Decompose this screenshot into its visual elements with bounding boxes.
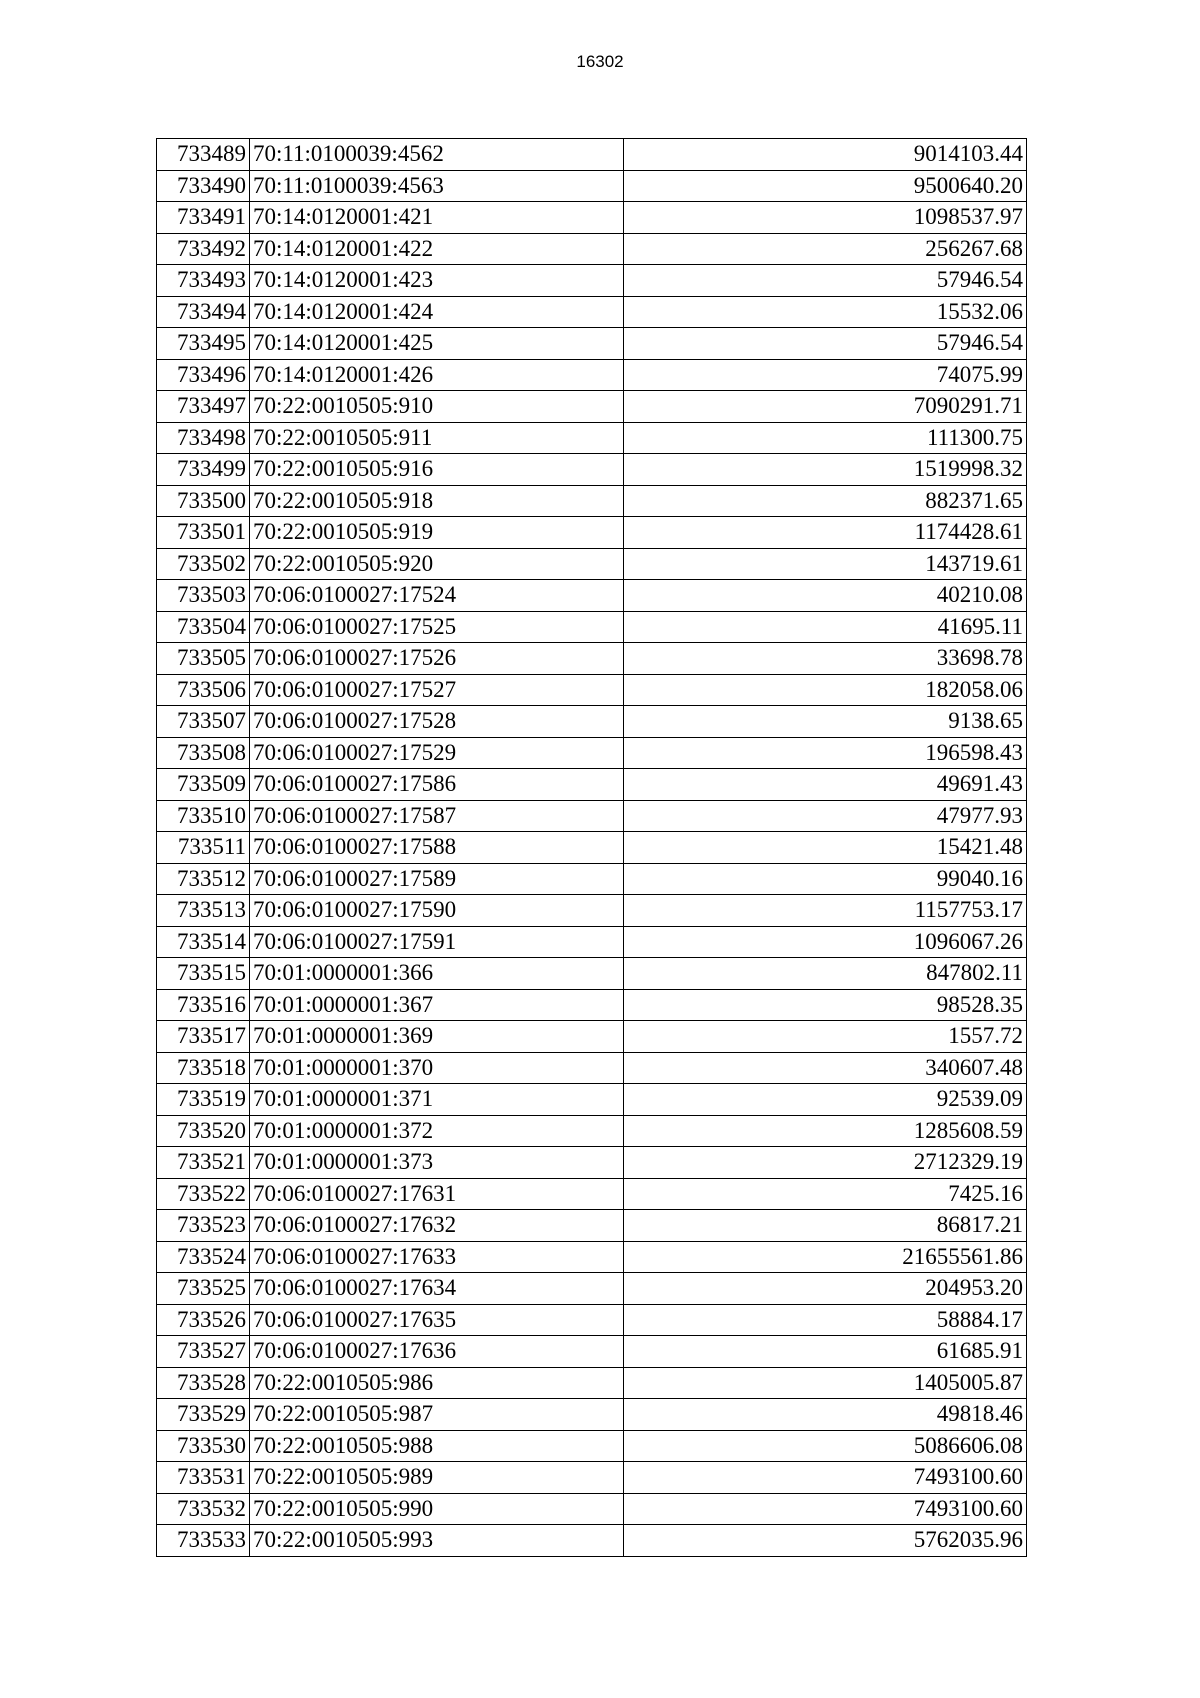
- row-number-cell: 733494: [157, 296, 250, 328]
- row-number-cell: 733492: [157, 233, 250, 265]
- cadastral-value-cell: 99040.16: [624, 863, 1027, 895]
- table-row: [157, 359, 1027, 391]
- table-row: [157, 1304, 1027, 1336]
- row-number-cell: 733501: [157, 517, 250, 549]
- page-number: 16302: [576, 52, 624, 71]
- cadastral-value-cell: 15532.06: [624, 296, 1027, 328]
- cadastral-number-cell: 70:06:0100027:17632: [250, 1210, 624, 1242]
- cadastral-value-cell: 47977.93: [624, 800, 1027, 832]
- row-number-cell: 733517: [157, 1021, 250, 1053]
- cadastral-number-cell: 70:22:0010505:916: [250, 454, 624, 486]
- table-row: [157, 1178, 1027, 1210]
- cadastral-number-cell: 70:14:0120001:421: [250, 202, 624, 234]
- cadastral-number-cell: 70:01:0000001:370: [250, 1052, 624, 1084]
- row-number-cell: 733529: [157, 1399, 250, 1431]
- table-row: [157, 989, 1027, 1021]
- cadastral-value-cell: 340607.48: [624, 1052, 1027, 1084]
- row-number-cell: 733505: [157, 643, 250, 675]
- table-row: [157, 1241, 1027, 1273]
- cadastral-number-cell: 70:06:0100027:17529: [250, 737, 624, 769]
- row-number-cell: 733509: [157, 769, 250, 801]
- cadastral-value-cell: 15421.48: [624, 832, 1027, 864]
- cadastral-number-cell: 70:22:0010505:918: [250, 485, 624, 517]
- table-row: [157, 202, 1027, 234]
- cadastral-value-cell: 1557.72: [624, 1021, 1027, 1053]
- table-row: [157, 1021, 1027, 1053]
- table-row: [157, 265, 1027, 297]
- cadastral-number-cell: 70:14:0120001:423: [250, 265, 624, 297]
- cadastral-value-table: [156, 138, 1027, 1557]
- table-row: [157, 643, 1027, 675]
- row-number-cell: 733490: [157, 170, 250, 202]
- row-number-cell: 733502: [157, 548, 250, 580]
- cadastral-value-cell: 58884.17: [624, 1304, 1027, 1336]
- table-row: [157, 485, 1027, 517]
- cadastral-value-cell: 196598.43: [624, 737, 1027, 769]
- table-row: [157, 737, 1027, 769]
- cadastral-number-cell: 70:22:0010505:993: [250, 1525, 624, 1557]
- row-number-cell: 733526: [157, 1304, 250, 1336]
- row-number-cell: 733506: [157, 674, 250, 706]
- cadastral-number-cell: 70:06:0100027:17589: [250, 863, 624, 895]
- cadastral-value-cell: 1157753.17: [624, 895, 1027, 927]
- cadastral-number-cell: 70:01:0000001:371: [250, 1084, 624, 1116]
- row-number-cell: 733498: [157, 422, 250, 454]
- table-row: [157, 391, 1027, 423]
- table-row: [157, 832, 1027, 864]
- cadastral-number-cell: 70:01:0000001:366: [250, 958, 624, 990]
- row-number-cell: 733522: [157, 1178, 250, 1210]
- cadastral-number-cell: 70:06:0100027:17634: [250, 1273, 624, 1305]
- row-number-cell: 733518: [157, 1052, 250, 1084]
- cadastral-value-cell: 21655561.86: [624, 1241, 1027, 1273]
- cadastral-value-cell: 9500640.20: [624, 170, 1027, 202]
- row-number-cell: 733508: [157, 737, 250, 769]
- row-number-cell: 733515: [157, 958, 250, 990]
- cadastral-number-cell: 70:22:0010505:920: [250, 548, 624, 580]
- table-row: [157, 548, 1027, 580]
- table-row: [157, 958, 1027, 990]
- cadastral-value-cell: 61685.91: [624, 1336, 1027, 1368]
- cadastral-number-cell: 70:14:0120001:424: [250, 296, 624, 328]
- cadastral-value-cell: 182058.06: [624, 674, 1027, 706]
- row-number-cell: 733532: [157, 1493, 250, 1525]
- cadastral-value-cell: 49691.43: [624, 769, 1027, 801]
- cadastral-number-cell: 70:06:0100027:17527: [250, 674, 624, 706]
- cadastral-value-cell: 7425.16: [624, 1178, 1027, 1210]
- cadastral-value-cell: 5762035.96: [624, 1525, 1027, 1557]
- table-row: [157, 454, 1027, 486]
- cadastral-number-cell: 70:06:0100027:17633: [250, 1241, 624, 1273]
- table-row: [157, 580, 1027, 612]
- cadastral-value-cell: 41695.11: [624, 611, 1027, 643]
- cadastral-number-cell: 70:22:0010505:986: [250, 1367, 624, 1399]
- table-row: [157, 328, 1027, 360]
- cadastral-number-cell: 70:14:0120001:422: [250, 233, 624, 265]
- cadastral-value-cell: 7090291.71: [624, 391, 1027, 423]
- cadastral-number-cell: 70:22:0010505:990: [250, 1493, 624, 1525]
- row-number-cell: 733519: [157, 1084, 250, 1116]
- cadastral-number-cell: 70:22:0010505:910: [250, 391, 624, 423]
- cadastral-number-cell: 70:11:0100039:4563: [250, 170, 624, 202]
- cadastral-value-cell: 92539.09: [624, 1084, 1027, 1116]
- table-row: [157, 1052, 1027, 1084]
- table-row: [157, 1147, 1027, 1179]
- row-number-cell: 733513: [157, 895, 250, 927]
- cadastral-number-cell: 70:06:0100027:17586: [250, 769, 624, 801]
- row-number-cell: 733520: [157, 1115, 250, 1147]
- cadastral-value-cell: 882371.65: [624, 485, 1027, 517]
- cadastral-number-cell: 70:06:0100027:17590: [250, 895, 624, 927]
- row-number-cell: 733493: [157, 265, 250, 297]
- cadastral-number-cell: 70:01:0000001:367: [250, 989, 624, 1021]
- table-row: [157, 1462, 1027, 1494]
- row-number-cell: 733521: [157, 1147, 250, 1179]
- cadastral-number-cell: 70:22:0010505:911: [250, 422, 624, 454]
- row-number-cell: 733527: [157, 1336, 250, 1368]
- cadastral-value-cell: 74075.99: [624, 359, 1027, 391]
- table-row: [157, 422, 1027, 454]
- row-number-cell: 733496: [157, 359, 250, 391]
- cadastral-number-cell: 70:06:0100027:17631: [250, 1178, 624, 1210]
- row-number-cell: 733524: [157, 1241, 250, 1273]
- cadastral-number-cell: 70:11:0100039:4562: [250, 139, 624, 171]
- table-row: [157, 139, 1027, 171]
- cadastral-value-cell: 40210.08: [624, 580, 1027, 612]
- cadastral-number-cell: 70:22:0010505:987: [250, 1399, 624, 1431]
- cadastral-value-cell: 256267.68: [624, 233, 1027, 265]
- table-row: [157, 1430, 1027, 1462]
- row-number-cell: 733533: [157, 1525, 250, 1557]
- row-number-cell: 733531: [157, 1462, 250, 1494]
- row-number-cell: 733512: [157, 863, 250, 895]
- cadastral-value-cell: 57946.54: [624, 328, 1027, 360]
- table-row: [157, 1115, 1027, 1147]
- table-row: [157, 706, 1027, 738]
- row-number-cell: 733507: [157, 706, 250, 738]
- row-number-cell: 733489: [157, 139, 250, 171]
- cadastral-value-cell: 5086606.08: [624, 1430, 1027, 1462]
- cadastral-value-cell: 1405005.87: [624, 1367, 1027, 1399]
- cadastral-number-cell: 70:06:0100027:17528: [250, 706, 624, 738]
- row-number-cell: 733530: [157, 1430, 250, 1462]
- cadastral-number-cell: 70:06:0100027:17591: [250, 926, 624, 958]
- cadastral-value-cell: 111300.75: [624, 422, 1027, 454]
- row-number-cell: 733528: [157, 1367, 250, 1399]
- row-number-cell: 733497: [157, 391, 250, 423]
- cadastral-value-cell: 1174428.61: [624, 517, 1027, 549]
- row-number-cell: 733503: [157, 580, 250, 612]
- cadastral-value-cell: 2712329.19: [624, 1147, 1027, 1179]
- table-row: [157, 1367, 1027, 1399]
- cadastral-number-cell: 70:01:0000001:372: [250, 1115, 624, 1147]
- table-row: [157, 800, 1027, 832]
- cadastral-number-cell: 70:14:0120001:426: [250, 359, 624, 391]
- table-row: [157, 926, 1027, 958]
- row-number-cell: 733511: [157, 832, 250, 864]
- row-number-cell: 733495: [157, 328, 250, 360]
- cadastral-number-cell: 70:06:0100027:17588: [250, 832, 624, 864]
- cadastral-value-cell: 9138.65: [624, 706, 1027, 738]
- cadastral-value-cell: 1285608.59: [624, 1115, 1027, 1147]
- cadastral-value-cell: 7493100.60: [624, 1462, 1027, 1494]
- table-row: [157, 1336, 1027, 1368]
- table-row: [157, 1084, 1027, 1116]
- cadastral-value-cell: 204953.20: [624, 1273, 1027, 1305]
- table-row: [157, 674, 1027, 706]
- cadastral-number-cell: 70:06:0100027:17587: [250, 800, 624, 832]
- table-row: [157, 611, 1027, 643]
- table-row: [157, 1399, 1027, 1431]
- row-number-cell: 733516: [157, 989, 250, 1021]
- table-row: [157, 1273, 1027, 1305]
- cadastral-number-cell: 70:14:0120001:425: [250, 328, 624, 360]
- table-body: [157, 139, 1027, 1557]
- row-number-cell: 733491: [157, 202, 250, 234]
- row-number-cell: 733500: [157, 485, 250, 517]
- table-row: [157, 296, 1027, 328]
- cadastral-value-cell: 33698.78: [624, 643, 1027, 675]
- table-row: [157, 233, 1027, 265]
- table-row: [157, 1525, 1027, 1557]
- table-row: [157, 863, 1027, 895]
- cadastral-value-cell: 1096067.26: [624, 926, 1027, 958]
- cadastral-value-cell: 86817.21: [624, 1210, 1027, 1242]
- cadastral-number-cell: 70:01:0000001:373: [250, 1147, 624, 1179]
- table-row: [157, 517, 1027, 549]
- cadastral-value-cell: 143719.61: [624, 548, 1027, 580]
- cadastral-number-cell: 70:06:0100027:17635: [250, 1304, 624, 1336]
- row-number-cell: 733514: [157, 926, 250, 958]
- table-row: [157, 769, 1027, 801]
- cadastral-number-cell: 70:06:0100027:17526: [250, 643, 624, 675]
- row-number-cell: 733499: [157, 454, 250, 486]
- cadastral-value-cell: 57946.54: [624, 265, 1027, 297]
- cadastral-number-cell: 70:22:0010505:988: [250, 1430, 624, 1462]
- row-number-cell: 733525: [157, 1273, 250, 1305]
- cadastral-value-cell: 1098537.97: [624, 202, 1027, 234]
- row-number-cell: 733504: [157, 611, 250, 643]
- cadastral-value-cell: 7493100.60: [624, 1493, 1027, 1525]
- cadastral-number-cell: 70:06:0100027:17524: [250, 580, 624, 612]
- table-row: [157, 1493, 1027, 1525]
- table-row: [157, 895, 1027, 927]
- table-row: [157, 1210, 1027, 1242]
- cadastral-value-cell: 9014103.44: [624, 139, 1027, 171]
- cadastral-number-cell: 70:06:0100027:17525: [250, 611, 624, 643]
- cadastral-number-cell: 70:01:0000001:369: [250, 1021, 624, 1053]
- row-number-cell: 733510: [157, 800, 250, 832]
- cadastral-value-cell: 49818.46: [624, 1399, 1027, 1431]
- table-row: [157, 170, 1027, 202]
- cadastral-number-cell: 70:06:0100027:17636: [250, 1336, 624, 1368]
- row-number-cell: 733523: [157, 1210, 250, 1242]
- cadastral-number-cell: 70:22:0010505:989: [250, 1462, 624, 1494]
- cadastral-value-cell: 1519998.32: [624, 454, 1027, 486]
- cadastral-number-cell: 70:22:0010505:919: [250, 517, 624, 549]
- cadastral-value-cell: 847802.11: [624, 958, 1027, 990]
- cadastral-value-cell: 98528.35: [624, 989, 1027, 1021]
